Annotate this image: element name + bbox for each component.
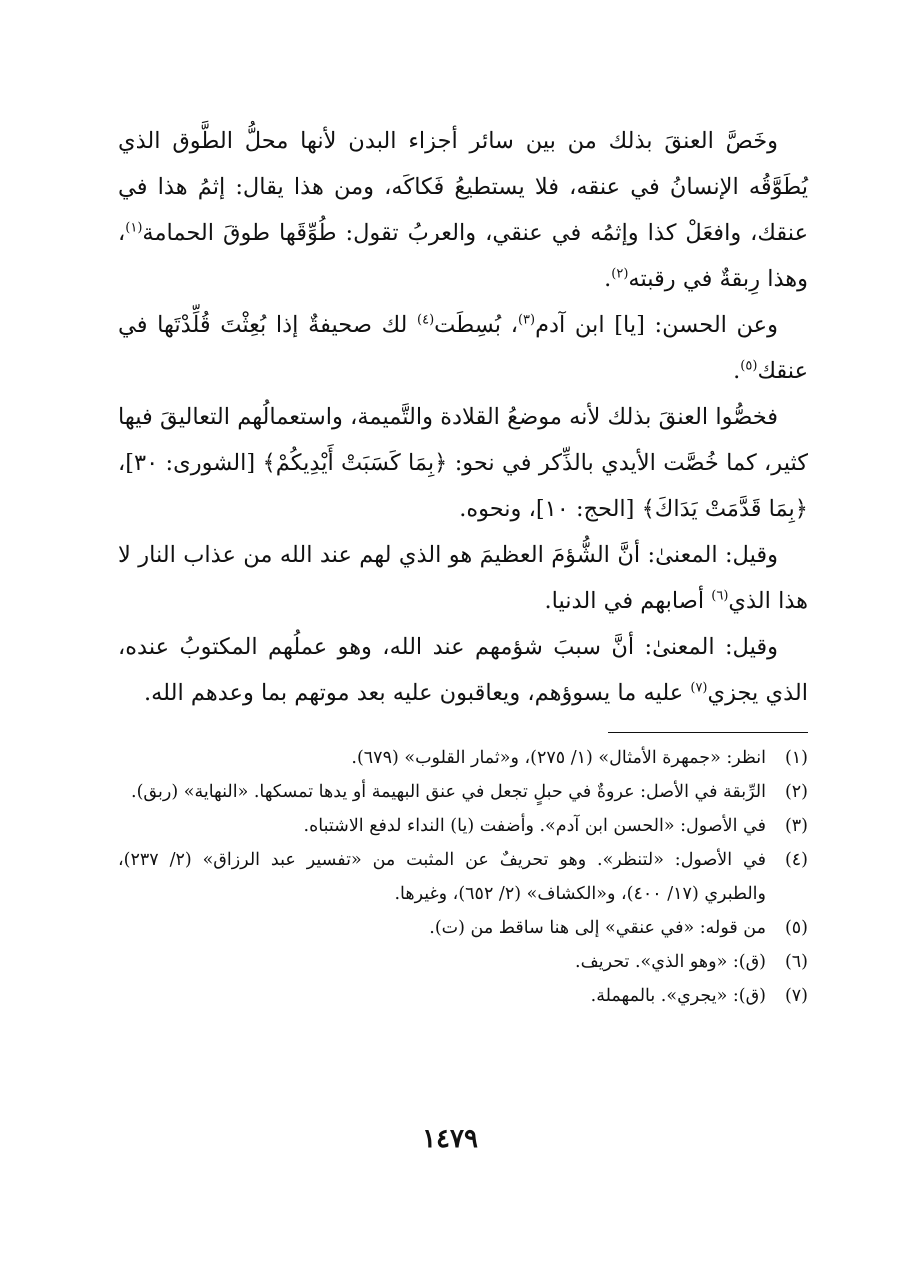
footnote-item bbox=[118, 775, 808, 809]
paragraph-text: . bbox=[733, 358, 741, 384]
footnote-item bbox=[118, 843, 808, 911]
footnote-reference[interactable]: (٧) bbox=[690, 680, 708, 696]
page-content bbox=[118, 118, 808, 1013]
footnote-number: (٧) bbox=[784, 986, 808, 1006]
footnote-item bbox=[118, 809, 808, 843]
footnote-reference[interactable]: (٦) bbox=[711, 588, 729, 604]
footnote-text: (ق): «يجري». بالمهملة. bbox=[590, 986, 766, 1006]
footnote-reference[interactable]: (٢) bbox=[611, 266, 629, 282]
footnote-item bbox=[118, 911, 808, 945]
footnote-item bbox=[118, 945, 808, 979]
body-paragraph bbox=[118, 302, 808, 394]
footnote-number: (٥) bbox=[784, 918, 808, 938]
paragraph-text: وخَصَّ العنقَ بذلك من بين سائر أجزاء البدن لأنها محلُّ الطَّوق الذي يُطَوَّقُه الإنسانُ في عنقه، فلا يستطيعُ فَكاكَه، ومن هذا يقال: إثمُ هذا في عنقك، وافعَلْ كذا وإثمُه في عنقي، والعربُ تقول: طُوِّقَها طوقَ الحمامة bbox=[118, 128, 808, 246]
footnote-reference[interactable]: (١) bbox=[125, 220, 143, 236]
footnote-number: (١) bbox=[784, 748, 808, 768]
paragraph-text: وعن الحسن: [يا] ابن آدم bbox=[535, 312, 778, 338]
footnote-reference[interactable]: (٣) bbox=[517, 312, 536, 328]
footnote-text: انظر: «جمهرة الأمثال» (١/ ٢٧٥)، و«ثمار القلوب» (٦٧٩). bbox=[351, 748, 766, 768]
footnote-number: (٢) bbox=[784, 782, 808, 802]
paragraph-text: ، بُسِطَت bbox=[434, 312, 518, 338]
paragraph-text: لك صحيفةٌ إذا بُعِثْتَ قُلِّدْتَها في عنقك bbox=[118, 312, 808, 384]
paragraph-text: ، bbox=[118, 220, 126, 246]
body-paragraph bbox=[118, 118, 808, 302]
paragraph-text: وقيل: المعنىٰ: أنَّ سببَ شؤمهم عند الله، وهو عملُهم المكتوبُ عنده، الذي يجزي bbox=[118, 634, 808, 706]
footnote-number: (٣) bbox=[784, 816, 808, 836]
paragraph-text: وقيل: المعنىٰ: أنَّ الشُّؤمَ العظيمَ هو الذي لهم عند الله من عذاب النار لا هذا الذي bbox=[118, 542, 808, 614]
footnote-text: من قوله: «في عنقي» إلى هنا ساقط من (ت). bbox=[429, 918, 766, 938]
footnote-item bbox=[118, 979, 808, 1013]
footnote-reference[interactable]: (٤) bbox=[417, 312, 435, 328]
body-paragraph bbox=[118, 532, 808, 624]
footnote-text: في الأصول: «لتنظر». وهو تحريفٌ عن المثبت من «تفسير عبد الرزاق» (٢/ ٢٣٧)، والطبري (١٧/ ٤٠٠)، و«الكشاف» (٢/ ٦٥٢)، وغيرها. bbox=[118, 850, 766, 904]
footnote-text: الرِّبقة في الأصل: عروةٌ في حبلٍ تجعل في عنق البهيمة أو يدها تمسكها. «النهاية» (ربق). bbox=[131, 782, 766, 802]
paragraph-text: فخصُّوا العنقَ بذلك لأنه موضعُ القلادة والتَّميمة، واستعمالُهم التعاليقَ فيها كثير، كما خُصَّت الأيدي بالذِّكر في نحو: ﴿بِمَا كَسَبَتْ أَيْدِيكُمْ﴾ [الشورى: ٣٠]، ﴿بِمَا قَدَّمَتْ يَدَاكَ﴾ [الحج: ١٠]، ونحوه. bbox=[118, 404, 808, 522]
paragraph-text: عليه ما يسوؤهم، ويعاقبون عليه بعد موتهم بما وعدهم الله. bbox=[143, 680, 691, 706]
footnotes-list bbox=[118, 741, 808, 1013]
paragraph-text: . bbox=[604, 266, 612, 292]
page-number: ١٤٧٩ bbox=[422, 1124, 478, 1154]
footnote-reference[interactable]: (٥) bbox=[740, 358, 758, 374]
footnote-text: في الأصول: «الحسن ابن آدم». وأضفت (يا) النداء لدفع الاشتباه. bbox=[303, 816, 766, 836]
paragraph-text: وهذا رِبقةٌ في رقبته bbox=[628, 266, 808, 292]
body-paragraph bbox=[118, 624, 808, 716]
body-paragraph bbox=[118, 394, 808, 532]
footnote-divider bbox=[608, 732, 808, 733]
footnote-item bbox=[118, 741, 808, 775]
paragraph-text: أصابهم في الدنيا. bbox=[544, 588, 712, 614]
footnote-text: (ق): «وهو الذي». تحريف. bbox=[575, 952, 766, 972]
footnote-number: (٤) bbox=[784, 850, 808, 870]
footnote-number: (٦) bbox=[784, 952, 808, 972]
